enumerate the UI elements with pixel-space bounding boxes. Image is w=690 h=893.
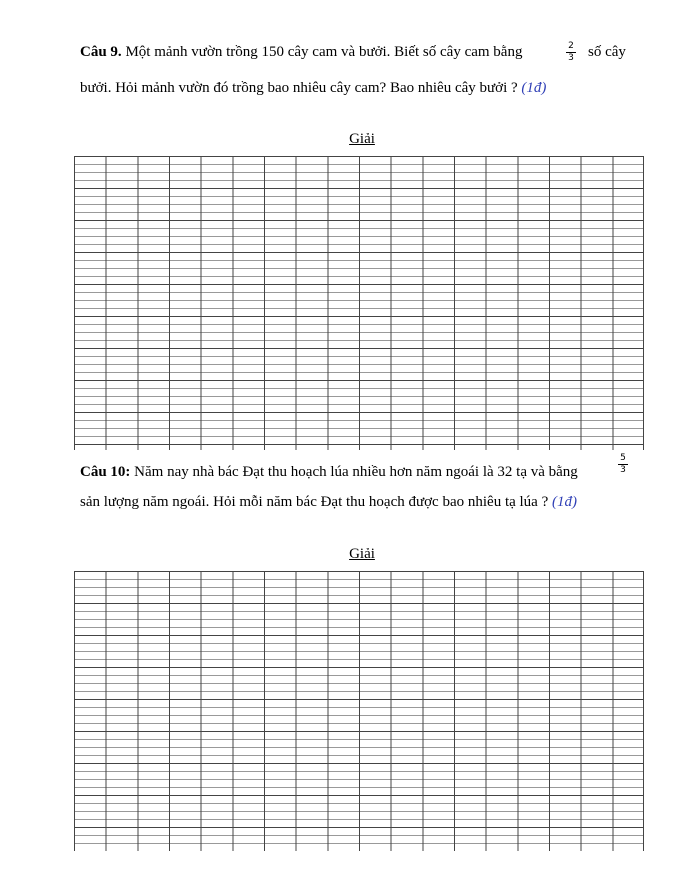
- fraction-denominator: 3: [620, 465, 626, 475]
- question-9-line-1-end: số cây: [588, 44, 626, 60]
- question-10-line-1: [80, 462, 640, 482]
- question-10-label: Câu 10:: [80, 464, 131, 480]
- solution-heading-10: Giải: [349, 546, 375, 562]
- question-10-text: Năm nay nhà bác Đạt thu hoạch lúa nhiều hơn năm ngoái là 32 tạ và bằng: [134, 464, 578, 480]
- question-9-text: Một mảnh vườn trồng 150 cây cam và bưởi. Biết số cây cam bằng: [125, 44, 523, 60]
- question-9-text-2: bưởi. Hỏi mảnh vườn đó trồng bao nhiêu cây cam? Bao nhiêu cây bưởi ?: [80, 80, 518, 96]
- answer-grid-9[interactable]: [74, 156, 644, 450]
- question-10-line-2: [80, 492, 640, 512]
- fraction-numerator: 5: [620, 453, 626, 463]
- question-9-line-1: [80, 42, 640, 62]
- question-10-text-2: sản lượng năm ngoái. Hỏi mỗi năm bác Đạt thu hoạch được bao nhiêu tạ lúa ?: [80, 494, 549, 510]
- fraction-5-3: [618, 454, 628, 475]
- question-9-line-2: [80, 78, 640, 98]
- fraction-2-3: [566, 42, 576, 63]
- question-10-points: (1đ): [552, 494, 578, 510]
- solution-heading-9: Giải: [349, 131, 375, 147]
- answer-grid-10[interactable]: [74, 571, 644, 851]
- writing-grid-10[interactable]: [74, 571, 644, 851]
- question-9-label: Câu 9.: [80, 44, 122, 60]
- question-9-points: (1đ): [521, 80, 547, 96]
- writing-grid-9[interactable]: [74, 156, 644, 450]
- fraction-denominator: 3: [568, 53, 574, 63]
- fraction-numerator: 2: [568, 41, 574, 51]
